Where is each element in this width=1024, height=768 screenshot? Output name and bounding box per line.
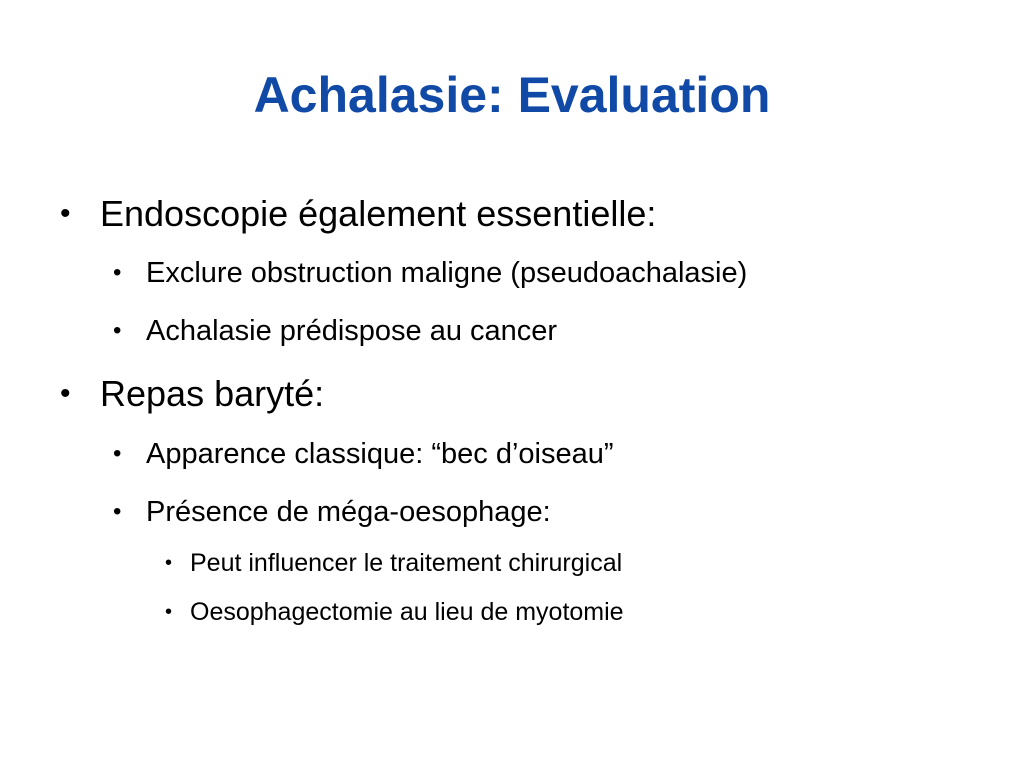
sub-sub-bullet-text: Oesophagectomie au lieu de myotomie [190,598,624,626]
sub-bullet-item [113,255,747,291]
sub-bullet-text: Exclure obstruction maligne (pseudoachalasie) [146,257,748,289]
bullet-icon: • [165,552,173,574]
bullet-icon: • [113,440,122,467]
sub-sub-bullet-item [165,597,624,627]
sub-sub-bullet-item [165,548,622,578]
sub-sub-bullet-text: Peut influencer le traitement chirurgical [190,549,623,577]
bullet-icon: • [60,197,71,230]
bullet-item [60,192,656,236]
slide-title: Achalasie: Evaluation [253,67,771,123]
bullet-icon: • [113,317,122,344]
bullet-text: Endoscopie également essentielle: [100,193,657,234]
sub-bullet-item [113,494,551,530]
bullet-icon: • [113,498,122,525]
bullet-icon: • [60,377,71,410]
bullet-text: Repas baryté: [100,373,325,414]
sub-bullet-text: Présence de méga-oesophage: [146,496,551,528]
bullet-icon: • [113,259,122,286]
sub-bullet-text: Achalasie prédispose au cancer [146,315,558,347]
sub-bullet-item [113,313,557,349]
bullet-item [60,372,324,416]
sub-bullet-text: Apparence classique: “bec d’oiseau” [146,438,614,470]
sub-bullet-item [113,436,614,472]
bullet-icon: • [165,601,173,623]
